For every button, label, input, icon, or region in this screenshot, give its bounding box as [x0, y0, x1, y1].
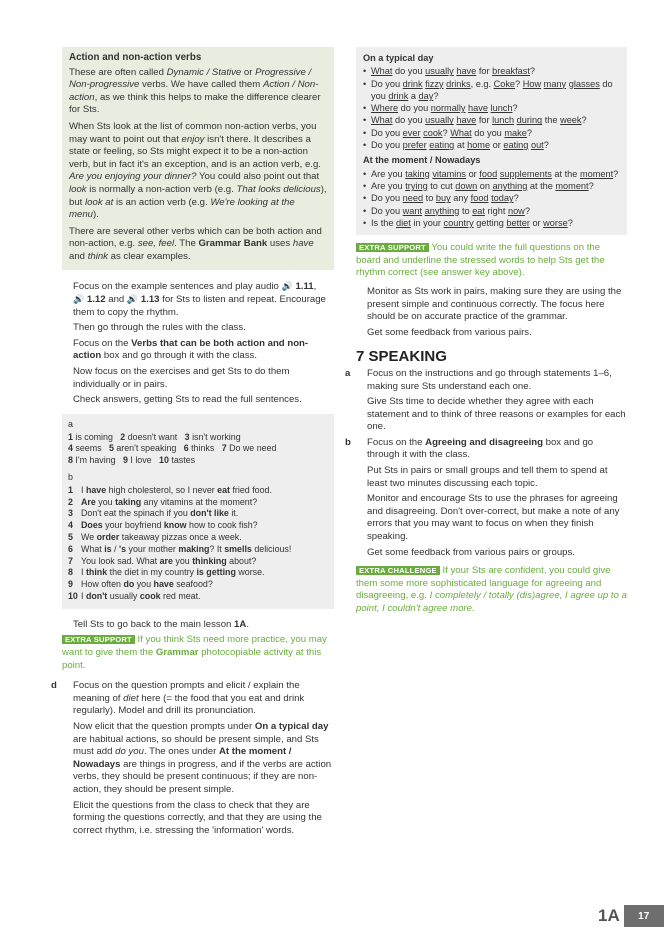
answer-number: 10	[68, 591, 78, 601]
page-footer	[598, 905, 664, 927]
answer-text: aren't speaking	[113, 443, 177, 454]
answer-text: isn't working	[189, 431, 241, 442]
answer-number: 4	[68, 443, 73, 454]
question-prompt: • Do you ever cook? What do you make?	[363, 127, 621, 139]
answer-number: 7	[68, 555, 73, 566]
extra-support-tag: EXTRA SUPPORT	[62, 635, 135, 644]
answer-number: 4	[68, 520, 73, 531]
answer-number: 1	[68, 431, 73, 442]
step-d-paragraph-3: Elicit the questions from the class to check that they are forming the questions correctly, and that they are using the correct rhythm, i.e. stressing the 'information' words.	[73, 799, 322, 836]
question-prompt: • What do you usually have for lunch during the week?	[363, 114, 621, 126]
left-column	[51, 47, 334, 840]
answer-b-item: 10 I don't usually cook red meat.	[68, 591, 201, 601]
answer-b-label: b	[68, 472, 73, 483]
step-d-paragraph-1: d Focus on the question prompts and elicit / explain the meaning of diet here (= the food that you eat and drink regularly). Model and drill its pronunciation.	[51, 680, 305, 717]
answer-key-box	[62, 414, 334, 609]
answer-b-list	[68, 485, 329, 603]
answer-number: 5	[68, 532, 73, 543]
speaker-icon[interactable]: 🔊	[126, 294, 139, 305]
answer-text: I'm having	[72, 455, 116, 466]
step-b-letter: b	[345, 436, 351, 448]
step-b-paragraph-4: Get some feedback from various pairs or groups.	[367, 546, 575, 558]
question-prompt: • Do you need to buy any food today?	[363, 192, 621, 204]
step-b-paragraph-2: Put Sts in pairs or small groups and tell them to spend at least two minutes discussing each topic.	[367, 465, 608, 489]
focus-box-paragraph: Focus on the Verbs that can be both action and non-action box and go through it with the class.	[73, 337, 309, 362]
question-prompt: • Are you taking vitamins or food supplements at the moment?	[363, 168, 621, 180]
answer-number: 8	[68, 455, 73, 466]
lesson-label: 1A	[598, 906, 620, 925]
focus-audio-paragraph: Focus on the example sentences and play audio 🔊 1.11, 🔊 1.12 and 🔊 1.13 for Sts to listen and repeat. Encourage them to copy the rhythm.	[73, 280, 326, 318]
answer-b-item: 3 Don't eat the spinach if you don't like it.	[68, 508, 239, 519]
answer-a-line	[68, 432, 329, 444]
step-a-paragraph-2: Give Sts time to decide whether they agree with each statement and to think of three reasons or examples for each one.	[367, 396, 626, 433]
answer-b-item: 7 You look sad. What are you thinking about?	[68, 555, 257, 566]
section-heading-speaking: 7 SPEAKING	[356, 348, 447, 366]
answer-a-line	[68, 455, 329, 467]
question-prompt: • Do you prefer eating at home or eating out?	[363, 139, 621, 151]
step-d-letter: d	[51, 680, 57, 692]
rules-paragraph: Then go through the rules with the class.	[73, 322, 246, 334]
grammar-note-box	[62, 47, 334, 270]
answer-text: doesn't want	[125, 431, 178, 442]
extra-support-note: EXTRA SUPPORT If you think Sts need more practice, you may want to give them the Grammar photocopiable activity at this point.	[62, 634, 327, 671]
answer-number: 7	[221, 443, 227, 454]
answer-number: 2	[120, 431, 126, 442]
answer-number: 3	[184, 431, 190, 442]
answer-number: 3	[68, 508, 73, 519]
answer-number: 5	[108, 443, 114, 454]
question-prompt: • Are you trying to cut down on anything at the moment?	[363, 180, 621, 192]
answer-text: is coming	[72, 431, 113, 442]
typical-day-heading: On a typical day	[363, 53, 434, 63]
speaker-icon[interactable]: 🔊	[73, 294, 85, 305]
answer-b-item: 9 How often do you have seafood?	[68, 579, 213, 590]
tell-paragraph: Tell Sts to go back to the main lesson 1A.	[73, 618, 249, 630]
box-paragraph-1: These are often called Dynamic / Stative or Progressive / Non-progressive verbs. We have called them Action / Non-action, as we think this helps to make the difference clearer for Sts.	[69, 66, 321, 116]
answer-text: tastes	[168, 455, 196, 466]
answer-text: seems	[72, 443, 102, 454]
extra-challenge-note: EXTRA CHALLENGE If your Sts are confident, you could give them some more sophisticated language for agreeing and disagreeing, e.g. I completely / totally (dis)agree, I agree up to a point, I couldn't agree more.	[356, 565, 627, 614]
answer-number: 9	[68, 579, 73, 590]
answer-number: 6	[68, 543, 73, 554]
question-prompt: • Do you drink fizzy drinks, e.g. Coke? How many glasses do you drink a day?	[363, 78, 621, 103]
answer-number: 10	[159, 455, 169, 466]
question-prompt: • Where do you normally have lunch?	[363, 102, 621, 114]
step-b-paragraph-1: b Focus on the Agreeing and disagreeing box and go through it with the class.	[345, 436, 594, 461]
monitor-paragraph: Monitor as Sts work in pairs, making sure they are using the present simple and continuous correctly. The focus here should be on accurate practice of the grammar.	[367, 285, 622, 323]
question-prompts-box	[356, 47, 627, 235]
extra-support-tag: EXTRA SUPPORT	[356, 243, 429, 252]
feedback-paragraph: Get some feedback from various pairs.	[367, 326, 532, 338]
question-prompt: • Is the diet in your country getting better or worse?	[363, 217, 621, 229]
right-column	[345, 47, 627, 619]
step-b-paragraph-3: Monitor and encourage Sts to use the phrases for agreeing and disagreeing. Don't over-correct, but make a note of any errors that you may want to focus on when they finish speaking.	[367, 493, 620, 543]
step-a-letter: a	[345, 367, 351, 379]
answer-number: 2	[68, 496, 73, 507]
step-a-paragraph-1: a Focus on the instructions and go through statements 1–6, making sure Sts understand each one.	[345, 367, 612, 392]
question-prompt: • What do you usually have for breakfast?	[363, 65, 621, 77]
answer-number: 8	[68, 567, 73, 578]
answer-text: I love	[127, 455, 152, 466]
answer-b-item: 6 What is / 's your mother making? It smells delicious!	[68, 543, 292, 554]
answer-text: thinks	[188, 443, 215, 454]
answer-b-item: 4 Does your boyfriend know how to cook fish?	[68, 520, 258, 531]
check-paragraph: Check answers, getting Sts to read the full sentences.	[73, 394, 302, 406]
answer-text: Do we need	[226, 443, 277, 454]
typical-day-list	[363, 65, 621, 151]
speaker-icon[interactable]: 🔊	[281, 280, 293, 291]
answer-b-item: 2 Are you taking any vitamins at the moment?	[68, 496, 258, 507]
extra-challenge-tag: EXTRA CHALLENGE	[356, 566, 440, 575]
answer-a-line	[68, 443, 329, 455]
answer-b-item: 5 We order takeaway pizzas once a week.	[68, 532, 242, 543]
exercises-paragraph: Now focus on the exercises and get Sts to do them individually or in pairs.	[73, 366, 290, 390]
answer-b-item: 8 I think the diet in my country is getting worse.	[68, 567, 265, 578]
extra-support-note-2: EXTRA SUPPORT You could write the full questions on the board and underline the stressed words to help Sts get the rhythm correct (see answer key above).	[356, 242, 605, 279]
step-d-paragraph-2: Now elicit that the question prompts under On a typical day are habitual actions, so should be present simple, and Sts must add do you. The ones under At the moment / Nowadays are things in progress, and if the verbs are action verbs, they should be present continuous; if they are non-action, they should be present simple.	[73, 720, 332, 795]
answer-b-item: 1 I have high cholesterol, so I never eat fried food.	[68, 484, 272, 495]
box-title: Action and non-action verbs	[69, 52, 202, 63]
answer-number: 6	[183, 443, 189, 454]
box-paragraph-3: There are several other verbs which can be both action and non-action, e.g. see, feel. The Grammar Bank uses have and think as clear examples.	[69, 225, 322, 262]
answer-number: 1	[68, 484, 73, 495]
answer-number: 9	[122, 455, 128, 466]
at-the-moment-list	[363, 168, 621, 229]
answer-a-label: a	[68, 418, 73, 429]
question-prompt: • Do you want anything to eat right now?	[363, 205, 621, 217]
box-paragraph-2: When Sts look at the list of common non-action verbs, you may want to point out that enjoy isn't there. It describes a state or feeling, so Sts might expect it to be a non-action verb, but in fact it's an exception, and is an action verb, e.g. Are you enjoying your dinner? You could also point out that look is normally a non-action verb (e.g. That looks delicious), but look at is an action verb (e.g. We're looking at the menu).	[69, 120, 327, 221]
at-the-moment-heading: At the moment / Nowadays	[363, 155, 481, 166]
page-number: 17	[624, 905, 664, 927]
